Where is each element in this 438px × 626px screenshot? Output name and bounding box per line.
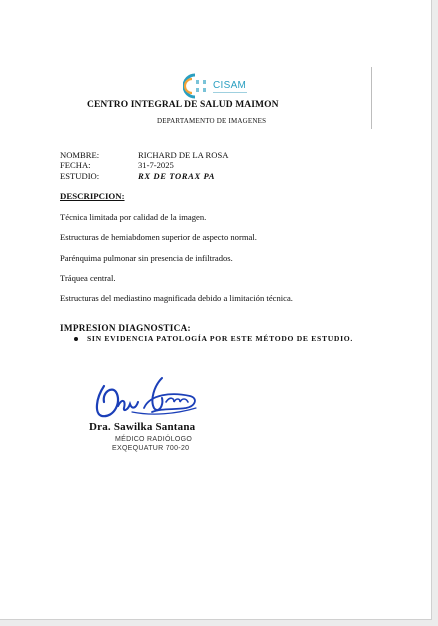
description-line: Técnica limitada por calidad de la imagen.	[60, 212, 207, 222]
description-line: Estructuras de hemiabdomen superior de aspecto normal.	[60, 232, 257, 243]
field-row-estudio	[60, 171, 228, 181]
study-date: 31-7-2025	[138, 160, 174, 171]
impression-title: IMPRESION DIAGNOSTICA:	[60, 323, 191, 333]
signer-role: MÉDICO RADIÓLOGO	[115, 436, 193, 443]
field-row-nombre	[60, 150, 228, 160]
description-body	[60, 212, 420, 313]
patient-fields	[60, 150, 228, 181]
signer-exequatur: EXQEQUATUR 700-20	[112, 445, 190, 452]
description-line: Parénquima pulmonar sin presencia de infiltrados.	[60, 252, 233, 263]
description-title: DESCRIPCION:	[60, 191, 125, 201]
description-line: Tráquea central.	[60, 272, 116, 283]
department-name: DEPARTAMENTO DE IMAGENES	[157, 117, 267, 125]
logo-wordmark: CISAM	[213, 80, 247, 91]
patient-name: RICHARD DE LA ROSA	[138, 150, 229, 160]
bullet-icon	[74, 337, 78, 341]
description-line: Estructuras del mediastino magnificada debido a limitación técnica.	[60, 293, 293, 304]
field-label: NOMBRE:	[60, 150, 100, 160]
impression-text: SIN EVIDENCIA PATOLOGÍA POR ESTE MÉTODO DE ESTUDIO.	[87, 334, 353, 343]
handwritten-signature-icon	[92, 372, 204, 422]
field-row-fecha	[60, 160, 228, 170]
header-divider	[371, 67, 372, 129]
field-label: FECHA:	[60, 160, 91, 171]
study-type: RX DE TORAX PA	[138, 170, 216, 181]
impression-item	[72, 334, 353, 343]
field-label: ESTUDIO:	[60, 170, 100, 181]
signer-name: Dra. Sawilka Santana	[89, 421, 196, 433]
logo-tagline	[213, 92, 247, 93]
center-name: CENTRO INTEGRAL DE SALUD MAIMON	[87, 100, 279, 110]
impression-list	[72, 334, 353, 343]
